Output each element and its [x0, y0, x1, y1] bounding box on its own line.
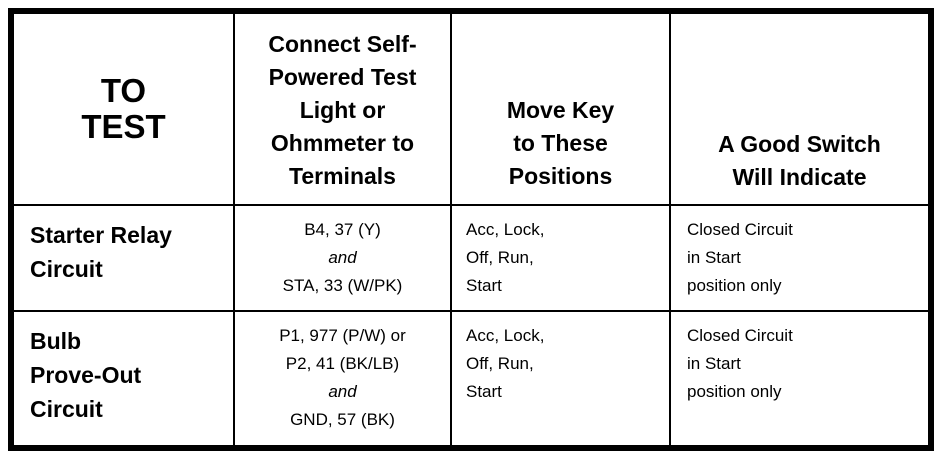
- header-to-test: TO TEST: [13, 13, 234, 205]
- table-row: [13, 311, 929, 446]
- header-good-switch: A Good Switch Will Indicate: [670, 13, 929, 205]
- table-row: [13, 205, 929, 311]
- terminals-conjunction: and: [328, 382, 357, 401]
- good-switch-indication: Closed Circuit in Start position only: [670, 205, 929, 311]
- terminals-first: B4, 37 (Y): [304, 220, 381, 239]
- terminals-second: GND, 57 (BK): [290, 410, 395, 429]
- header-move-key: Move Key to These Positions: [451, 13, 670, 205]
- test-name: Bulb Prove-Out Circuit: [13, 311, 234, 446]
- terminals-cell: [234, 205, 451, 311]
- terminals-first: P1, 977 (P/W) or P2, 41 (BK/LB): [279, 326, 406, 373]
- terminals-cell: [234, 311, 451, 446]
- terminals-conjunction: and: [328, 248, 357, 267]
- key-positions: Acc, Lock, Off, Run, Start: [451, 311, 670, 446]
- terminals-second: STA, 33 (W/PK): [282, 276, 403, 295]
- switch-test-table: [12, 12, 930, 447]
- switch-test-table-frame: [8, 8, 934, 451]
- key-positions: Acc, Lock, Off, Run, Start: [451, 205, 670, 311]
- header-connect-terminals: Connect Self- Powered Test Light or Ohmmeter to Terminals: [234, 13, 451, 205]
- test-name: Starter Relay Circuit: [13, 205, 234, 311]
- good-switch-indication: Closed Circuit in Start position only: [670, 311, 929, 446]
- header-row: [13, 13, 929, 205]
